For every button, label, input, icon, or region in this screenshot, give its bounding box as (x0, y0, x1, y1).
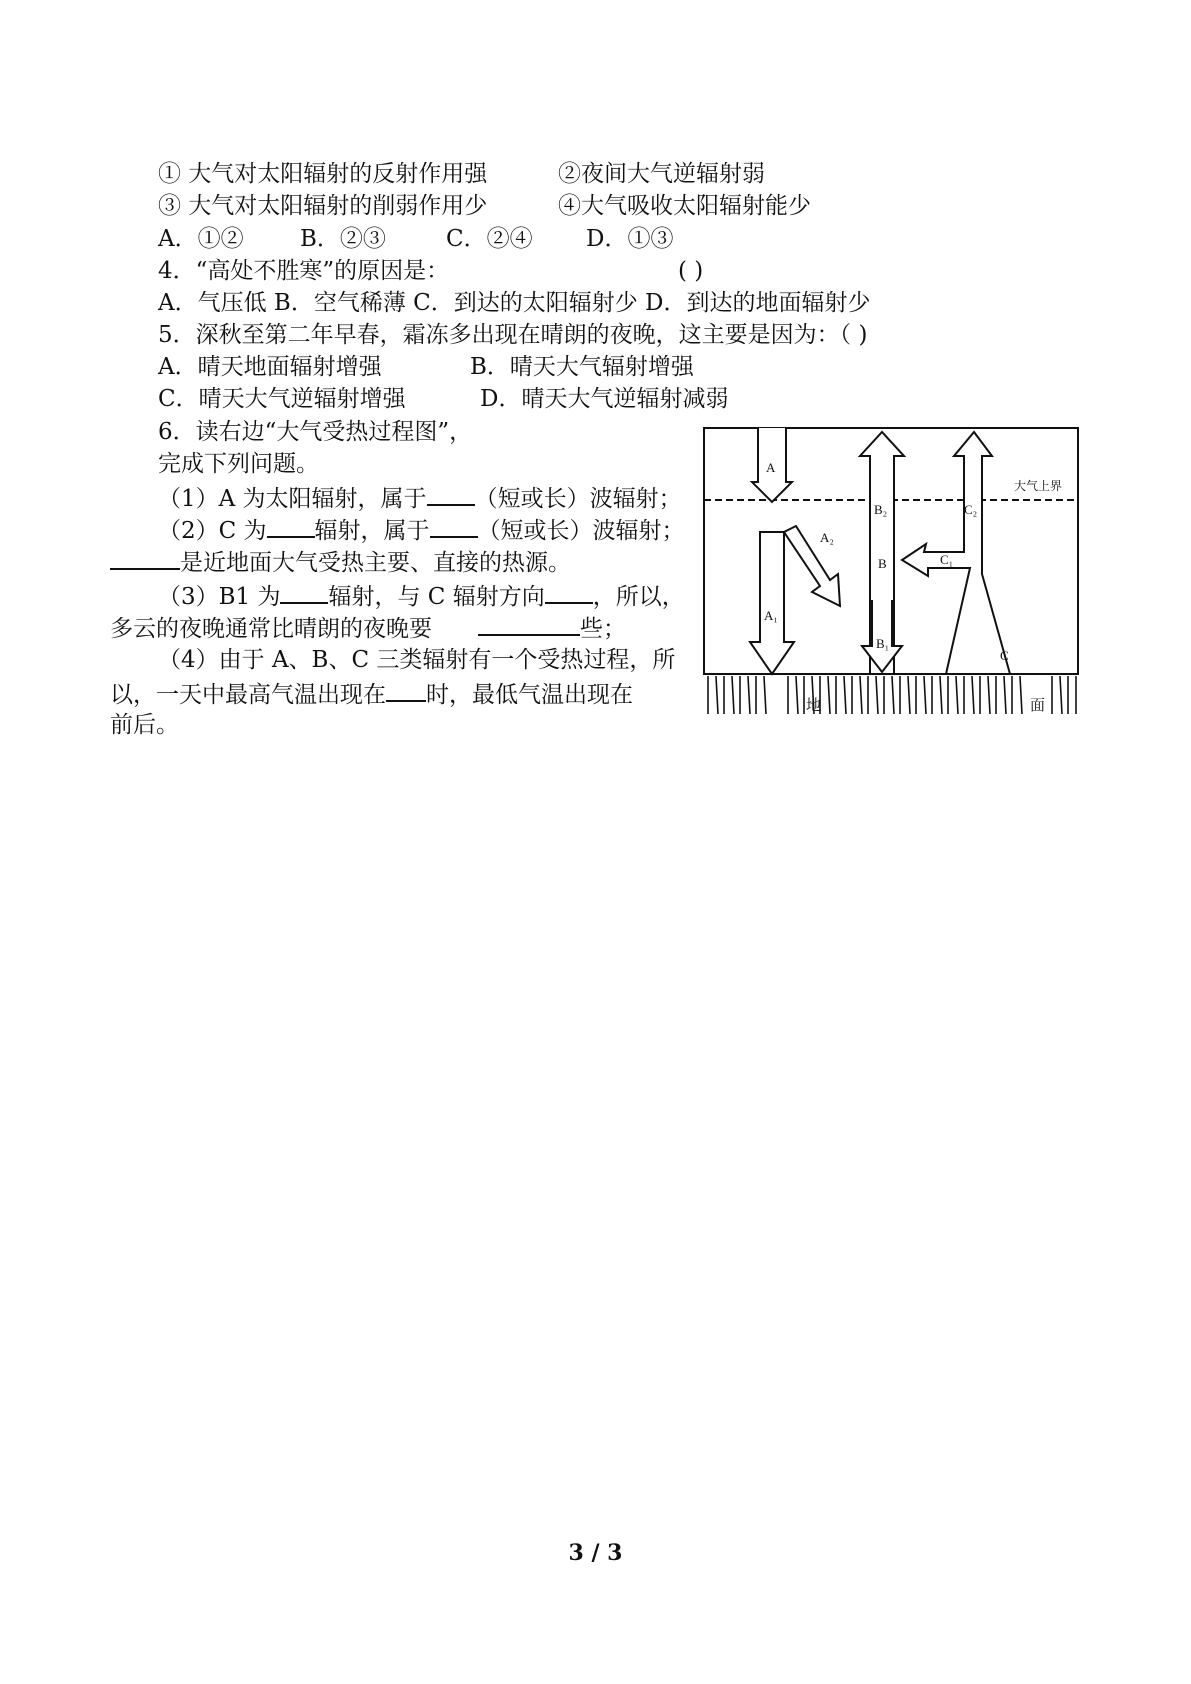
label-atmosphere-top: 大气上界 (1014, 479, 1063, 493)
q6-part-2-text-d: 是近地面大气受热主要、直接的热源。 (180, 550, 571, 576)
q6-part-2-text-c: （短或长）波辐射； (477, 518, 685, 544)
q6-part-3-text-c: ，所以， (592, 584, 685, 610)
q6-part-1 (158, 482, 682, 513)
q6-part-2-blank-1[interactable] (267, 514, 315, 538)
q3-choice-c: C．②④ (446, 226, 533, 252)
q6-part-2-blank-3[interactable] (110, 546, 180, 570)
q3-choice-b: B．②③ (300, 226, 386, 252)
q3-choice-a: A．①② (158, 226, 244, 252)
label-C: C (1000, 648, 1009, 663)
q4-answer-paren: ( ) (678, 258, 704, 284)
q6-part-3-text-e: 些； (580, 616, 626, 642)
q6-part-2-blank-2[interactable] (430, 514, 478, 538)
q5-choice-c: C．晴天大气逆辐射增强 (158, 386, 406, 412)
q3-option-1: ① 大气对太阳辐射的反射作用强 (158, 161, 488, 187)
label-ground-1: 地 (806, 698, 822, 714)
q6-part-4-blank-1[interactable] (386, 678, 426, 702)
q6-part-4-cont (110, 678, 633, 709)
q5-choice-a: A．晴天地面辐射增强 (158, 354, 382, 380)
q4-stem: 4．“高处不胜寒”的原因是： (158, 258, 450, 284)
label-A: A (766, 460, 776, 475)
q6-part-1-blank[interactable] (427, 482, 475, 506)
ground-hatching (708, 676, 1076, 714)
label-B2: B₂ (874, 502, 888, 517)
q6-part-3-cont (110, 612, 626, 643)
q5-stem: 5．深秋至第二年早春，霜冻多出现在晴朗的夜晚，这主要是因为：（ ) (158, 322, 868, 348)
q6-part-2-text-b: 辐射，属于 (314, 518, 430, 544)
q6-stem-line-1: 6．读右边“大气受热过程图”， (158, 419, 473, 445)
q3-option-2: ②夜间大气逆辐射弱 (558, 161, 765, 187)
label-A2: A₂ (820, 530, 834, 545)
q6-stem-line-2: 完成下列问题。 (158, 451, 319, 477)
q3-choice-d: D．①③ (586, 226, 674, 252)
q6-part-4-text-c: 时，最低气温出现在 (426, 682, 633, 708)
label-B: B (878, 556, 887, 571)
arrow-C (902, 432, 1010, 674)
q6-part-1-text-b: （短或长）波辐射； (474, 486, 682, 512)
label-A1: A₁ (764, 608, 778, 623)
q6-part-3-blank-2[interactable] (545, 580, 593, 604)
q6-part-2 (158, 514, 685, 545)
q6-part-3-text-a: （3）B1 为 (158, 584, 281, 610)
page-number: 3 / 3 (568, 1540, 623, 1566)
q6-part-3-blank-3[interactable] (478, 612, 580, 636)
label-B1: B₁ (876, 636, 890, 651)
q6-part-3-blank-1[interactable] (280, 580, 328, 604)
label-C2: C₂ (964, 502, 978, 517)
q5-choice-b: B．晴天大气辐射增强 (470, 354, 694, 380)
label-C1: C₁ (940, 552, 954, 567)
q6-part-4: （4）由于 A、B、C 三类辐射有一个受热过程，所 (158, 647, 676, 673)
q6-part-4-text-d: 前后。 (110, 712, 179, 738)
q4-choices: A．气压低 B．空气稀薄 C．到达的太阳辐射少 D．到达的地面辐射少 (158, 290, 871, 316)
q6-part-3-text-d: 多云的夜晚通常比晴朗的夜晚要 (110, 616, 432, 642)
atmosphere-heating-diagram (696, 420, 1086, 722)
q3-option-3: ③ 大气对太阳辐射的削弱作用少 (158, 193, 488, 219)
q6-part-3-text-b: 辐射，与 C 辐射方向 (328, 584, 545, 610)
label-ground-2: 面 (1030, 698, 1046, 714)
q5-choice-d: D．晴天大气逆辐射减弱 (480, 386, 729, 412)
arrow-A1 (750, 532, 794, 674)
q6-part-2-text-a: （2）C 为 (158, 518, 267, 544)
q6-part-1-text-a: （1）A 为太阳辐射，属于 (158, 486, 427, 512)
q6-part-3 (158, 580, 685, 611)
q3-option-4: ④大气吸收太阳辐射能少 (558, 193, 811, 219)
q6-part-4-text-b: 以，一天中最高气温出现在 (110, 682, 386, 708)
q6-part-2-cont (110, 546, 571, 577)
